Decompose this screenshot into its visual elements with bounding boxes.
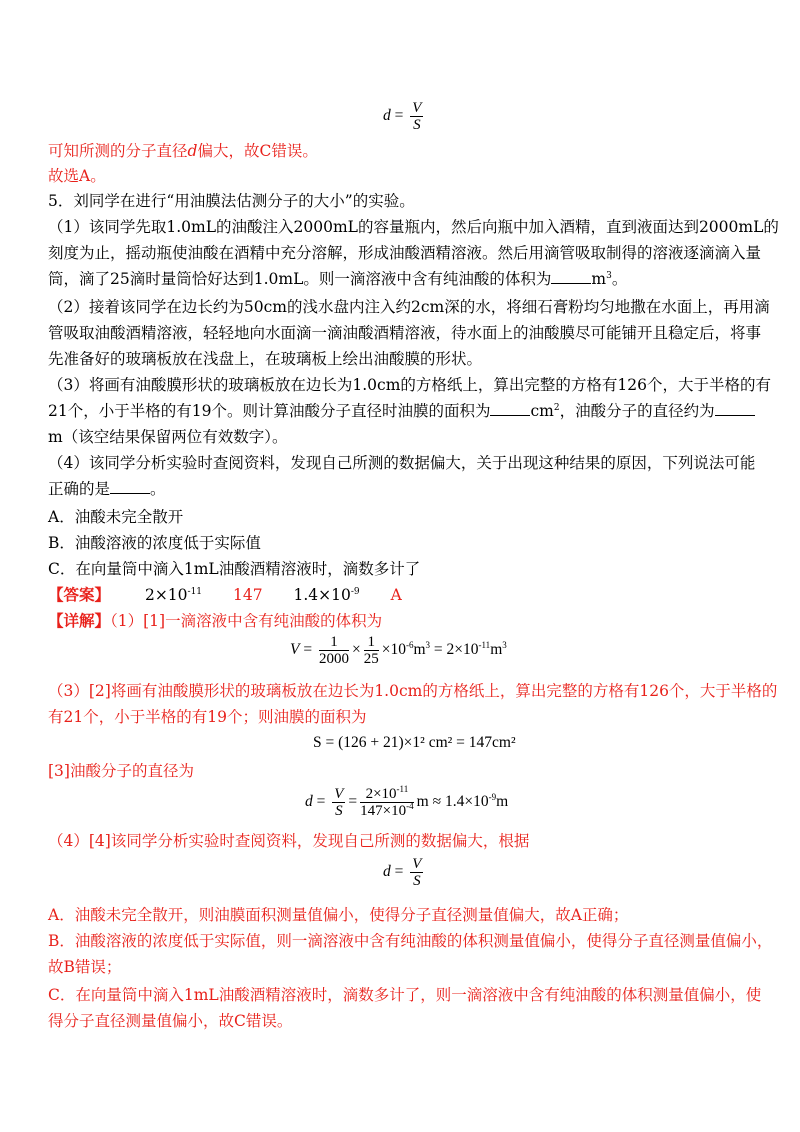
q3-line-2 bbox=[48, 400, 755, 422]
f1-mid: ×10 bbox=[381, 641, 406, 659]
fraction-numerator: V bbox=[412, 100, 422, 116]
q4-end: 。 bbox=[150, 480, 166, 498]
q3-line-1: （3）将画有油酸膜形状的玻璃板放在边长为1.0cm的方格纸上，算出完整的方格有126个，大于半格的有 bbox=[48, 376, 771, 394]
f3-d1: S bbox=[335, 803, 343, 819]
answer-1 bbox=[145, 584, 202, 606]
unit-cm: cm bbox=[530, 402, 554, 420]
answer-3 bbox=[294, 584, 360, 606]
f3-approx-exp: -9 bbox=[488, 791, 497, 802]
q4-text: 正确的是 bbox=[48, 480, 111, 498]
f1-n2: 1 bbox=[364, 634, 379, 651]
f1-lhs: V bbox=[290, 641, 300, 659]
prev-choice-line: 故选A。 bbox=[48, 167, 106, 185]
formula-d-equals-v-over-s bbox=[383, 100, 426, 133]
f3-frac-1 bbox=[332, 786, 345, 819]
q1-end: 。 bbox=[611, 270, 628, 288]
explain-option-c-2: 得分子直径测量值偏小，故C错误。 bbox=[48, 1012, 293, 1030]
explain-label: 【详解】 bbox=[48, 611, 111, 630]
f3-lhs: d bbox=[305, 793, 313, 811]
formula-d-equals-v-over-s-2: d = $\frac{V}{S}$ bbox=[383, 856, 422, 889]
explain-3-line-3: [3]油酸分子的直径为 bbox=[48, 762, 194, 780]
unit-exp: 2 bbox=[553, 402, 560, 413]
q3-text-mid: ，油酸分子的直径约为 bbox=[559, 402, 715, 420]
q3-line-3: m（该空结果保留两位有效数字）。 bbox=[48, 428, 288, 446]
answer-blank-4[interactable] bbox=[110, 479, 150, 494]
q2-line-3: 先准备好的玻璃板放在浅盘上，在玻璃板上绘出油酸膜的形状。 bbox=[48, 350, 483, 368]
f3-n2-exp: -11 bbox=[396, 784, 409, 794]
explain-line-1 bbox=[48, 610, 382, 632]
option-a: A．油酸未完全散开 bbox=[48, 508, 184, 526]
formula-volume: V = $\frac{1}{2000}$ × $\frac{1}{25}$ $\times 10^{-6}m^3 = 2\times 10^{-11}m^3$ bbox=[290, 634, 507, 667]
fraction-denominator: S bbox=[413, 117, 421, 133]
conclusion-text-end: 偏大，故C错误。 bbox=[197, 142, 318, 160]
f1-d1: 2000 bbox=[318, 651, 349, 667]
formula-diameter: d = $\frac{V}{S}$ = $\frac{2\times 10^{-11}}{147\times 10^{-4}}$ $m \approx 1.4\times 10^{-9}m$ bbox=[305, 784, 509, 819]
answer-1-exp: -11 bbox=[187, 586, 203, 597]
unit-m: m bbox=[591, 270, 607, 288]
f1-mid-exp: -6 bbox=[405, 639, 414, 650]
q1-text: 筒，滴了25滴时量筒恰好达到1.0mL。则一滴溶液中含有纯油酸的体积为 bbox=[48, 270, 552, 288]
formula-fraction bbox=[410, 100, 423, 133]
explain-3-line-1: （3）[2]将画有油酸膜形状的玻璃板放在边长为1.0cm的方格纸上，算出完整的方格有126个，大于半格的 bbox=[48, 682, 778, 700]
f4-den: S bbox=[413, 873, 421, 889]
explain-text: （1）[1]一滴溶液中含有纯油酸的体积为 bbox=[110, 612, 383, 630]
prev-conclusion-line bbox=[48, 140, 318, 162]
f1-frac-2 bbox=[364, 634, 379, 667]
answer-1-base: 2×10 bbox=[144, 586, 188, 604]
f1-rhs-unit: m bbox=[490, 641, 503, 659]
f3-frac-2 bbox=[360, 786, 413, 819]
answer-4: A bbox=[390, 586, 402, 604]
q2-line-2: 管吸取油酸酒精溶液，轻轻地向水面滴一滴油酸酒精溶液，待水面上的油酸膜尽可能铺开且稳定后，将事 bbox=[48, 324, 762, 342]
f3-d2-exp: -4 bbox=[406, 801, 414, 811]
f3-n1: V bbox=[334, 786, 344, 802]
formula-area: S = (126 + 21)×1² cm² = 147cm² bbox=[313, 734, 516, 751]
f3-d2-base: 147×10 bbox=[360, 803, 407, 819]
answer-3-base: 1.4×10 bbox=[293, 586, 351, 604]
answer-2: 147 bbox=[232, 586, 263, 604]
answer-blank-2[interactable] bbox=[490, 401, 530, 416]
f1-frac-1 bbox=[319, 634, 349, 667]
explain-option-c-1: C．在向量筒中滴入1mL油酸酒精溶液时，滴数多计了，则一滴溶液中含有纯油酸的体积测量值偏小，使 bbox=[48, 986, 762, 1004]
formula-lhs: d bbox=[383, 107, 391, 125]
f1-d2: 25 bbox=[363, 651, 379, 667]
f1-unit-exp: 3 bbox=[425, 639, 431, 650]
f1-rhs: = 2×10 bbox=[433, 641, 479, 659]
answer-3-exp: -9 bbox=[350, 586, 360, 597]
q4-line-1: （4）该同学分析实验时查阅资料，发现自己所测的数据偏大，关于出现这种结果的原因，下列说法可能 bbox=[48, 454, 756, 472]
f3-approx-unit: m bbox=[496, 793, 509, 811]
q1-line-2: 刻度为止，摇动瓶使油酸在酒精中充分溶解，形成油酸酒精溶液。然后用滴管吸取制得的溶液逐滴滴入量 bbox=[48, 244, 762, 262]
f3-approx: ≈ 1.4×10 bbox=[432, 793, 489, 811]
f1-n1: 1 bbox=[319, 634, 349, 651]
option-c: C．在向量筒中滴入1mL油酸酒精溶液时，滴数多计了 bbox=[48, 560, 421, 578]
answer-row bbox=[48, 584, 428, 606]
explain-4-line: （4）[4]该同学分析实验时查阅资料，发现自己所测的数据偏大，根据 bbox=[48, 832, 530, 850]
explain-option-b-1: B．油酸溶液的浓度低于实际值，则一滴溶液中含有纯油酸的体积测量值偏小，使得分子直径测量值偏小， bbox=[48, 932, 773, 950]
q1-line-3 bbox=[48, 268, 627, 290]
formula-eq: = bbox=[394, 107, 404, 125]
question-title: 5．刘同学在进行“用油膜法估测分子的大小”的实验。 bbox=[48, 192, 415, 210]
q1-line-1: （1）该同学先取1.0mL的油酸注入2000mL的容量瓶内，然后向瓶中加入酒精，直到液面达到2000mL的 bbox=[48, 218, 779, 236]
conclusion-text: 可知所测的分子直径 bbox=[48, 142, 188, 160]
explain-option-a: A．油酸未完全散开，则油膜面积测量值偏小，使得分子直径测量值偏大，故A正确； bbox=[48, 906, 629, 924]
unit-exp: 3 bbox=[606, 270, 612, 281]
f1-rhs-exp: -11 bbox=[478, 639, 491, 650]
f4-lhs: d bbox=[383, 863, 391, 881]
f1-rhs-unit-exp: 3 bbox=[502, 639, 507, 650]
f4-frac bbox=[410, 856, 423, 889]
answer-blank-3[interactable] bbox=[715, 401, 755, 416]
explain-3-line-2: 有21个，小于半格的有19个；则油膜的面积为 bbox=[48, 708, 367, 726]
q2-line-1: （2）接着该同学在边长约为50cm的浅水盘内注入约2cm深的水，将细石膏粉均匀地撒在水面上，再用滴 bbox=[48, 298, 770, 316]
f4-num: V bbox=[412, 856, 422, 872]
option-b: B．油酸溶液的浓度低于实际值 bbox=[48, 534, 261, 552]
q3-text: 21个，小于半格的有19个。则计算油酸分子直径时油膜的面积为 bbox=[48, 402, 491, 420]
conclusion-var: d bbox=[187, 142, 198, 160]
answer-label: 【答案】 bbox=[48, 585, 111, 604]
answer-blank-1[interactable] bbox=[551, 269, 591, 284]
q4-line-2 bbox=[48, 478, 166, 500]
f3-n2-base: 2×10 bbox=[365, 786, 397, 802]
f1-unit: m bbox=[413, 641, 426, 659]
f3-unit: m bbox=[416, 793, 429, 811]
explain-option-b-2: 故B错误； bbox=[48, 958, 122, 976]
